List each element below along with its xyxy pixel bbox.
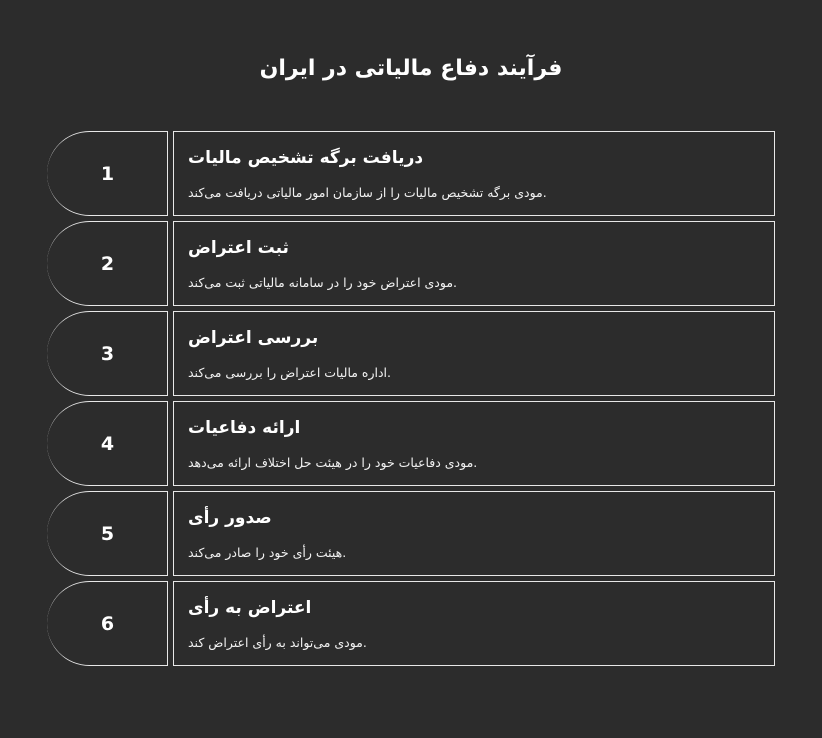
step-content xyxy=(173,581,775,666)
step-number: 4 xyxy=(100,433,115,455)
step-description: مودی دفاعیات خود را در هیئت حل اختلاف ارائه می‌دهد. xyxy=(188,455,478,470)
step-item xyxy=(47,311,775,396)
step-content xyxy=(173,311,775,396)
step-number-box xyxy=(47,401,168,486)
step-title: ارائه دفاعیات xyxy=(188,418,301,438)
step-content xyxy=(173,491,775,576)
step-description: مودی اعتراض خود را در سامانه مالیاتی ثبت می‌کند. xyxy=(188,275,458,290)
step-item xyxy=(47,581,775,666)
step-title: صدور رأی xyxy=(188,508,272,528)
step-content xyxy=(173,131,775,216)
step-number-box xyxy=(47,581,168,666)
step-item xyxy=(47,491,775,576)
step-number-box xyxy=(47,131,168,216)
step-number-box xyxy=(47,311,168,396)
step-description: مودی برگه تشخیص مالیات را از سازمان امور مالیاتی دریافت می‌کند. xyxy=(188,185,547,200)
step-item xyxy=(47,401,775,486)
step-title: بررسی اعتراض xyxy=(188,328,319,348)
process-steps xyxy=(47,131,775,671)
step-content xyxy=(173,401,775,486)
step-title: اعتراض به رأی xyxy=(188,598,312,618)
step-content xyxy=(173,221,775,306)
step-description: مودی می‌تواند به رأی اعتراض کند. xyxy=(188,635,367,650)
step-item xyxy=(47,131,775,216)
step-title: دریافت برگه تشخیص مالیات xyxy=(188,148,424,168)
step-description: اداره مالیات اعتراض را بررسی می‌کند. xyxy=(188,365,392,380)
page-title: فرآیند دفاع مالیاتی در ایران xyxy=(259,56,563,81)
step-item xyxy=(47,221,775,306)
step-description: هیئت رأی خود را صادر می‌کند. xyxy=(188,545,347,560)
step-number-box xyxy=(47,491,168,576)
step-title: ثبت اعتراض xyxy=(188,238,289,258)
step-number: 5 xyxy=(100,523,115,545)
step-number: 2 xyxy=(100,253,115,275)
step-number: 3 xyxy=(100,343,115,365)
step-number: 6 xyxy=(100,613,115,635)
step-number-box xyxy=(47,221,168,306)
step-number: 1 xyxy=(100,163,115,185)
